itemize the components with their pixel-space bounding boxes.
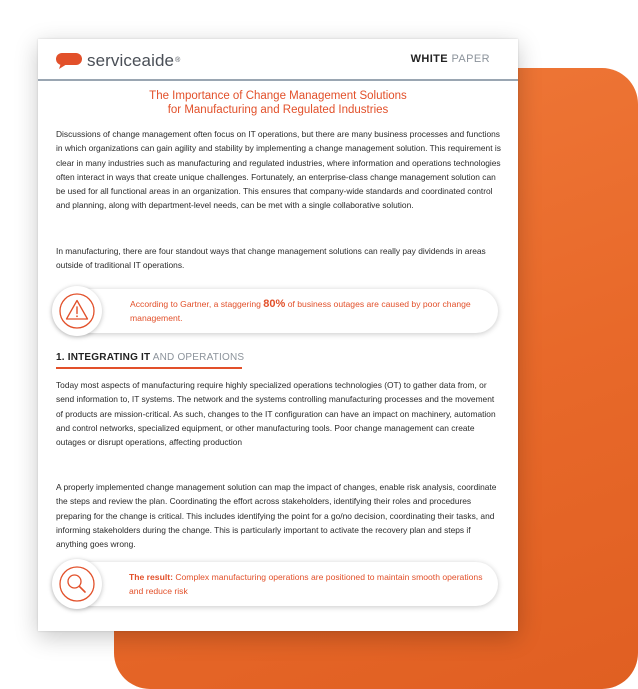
magnifier-icon bbox=[52, 559, 102, 609]
section-heading-light: AND OPERATIONS bbox=[150, 352, 245, 363]
document-type-strong: WHITE bbox=[410, 53, 449, 65]
page-header bbox=[38, 39, 518, 81]
gartner-text-before: According to Gartner, a staggering bbox=[130, 299, 264, 309]
intro-paragraph: Discussions of change management often focus on IT operations, but there are many business processes and functions in which organizations can gain agility and stability by implementing a change management solution. This requirement is clear in many industries such as manufacturing and regulated industries, where information and operations technologies often interact in ways that create unique challenges. Fortunately, an enterprise-class change management solution can be used for all functional areas in an organization. This ensures that company-wide standards and coordinated control and planning, along with department-level needs, can be met with a single collaborative solution. bbox=[56, 129, 501, 211]
section-heading bbox=[56, 352, 244, 363]
gartner-callout-text bbox=[130, 298, 492, 325]
standout-paragraph: In manufacturing, there are four standout ways that change management solutions can really pay dividends in areas outside of traditional IT operations. bbox=[56, 246, 486, 271]
title-line-2: for Manufacturing and Regulated Industries bbox=[167, 104, 389, 116]
speech-bubble-icon bbox=[56, 53, 82, 69]
serviceaide-logo bbox=[56, 50, 180, 72]
result-callout bbox=[54, 562, 498, 606]
document-type-light: PAPER bbox=[451, 53, 490, 65]
document-title bbox=[38, 89, 518, 117]
document-type-label bbox=[411, 53, 490, 65]
registered-mark: ® bbox=[175, 56, 181, 64]
gartner-stat: 80% bbox=[263, 298, 286, 310]
section-heading-strong: 1. INTEGRATING IT bbox=[56, 352, 151, 363]
result-label: The result: bbox=[129, 572, 173, 582]
warning-triangle-icon bbox=[52, 286, 102, 336]
result-text: Complex manufacturing operations are positioned to maintain smooth operations and reduce risk bbox=[129, 572, 483, 596]
integrating-paragraph-2: A properly implemented change management solution can map the impact of changes, enable risk analysis, coordinate the steps and review the plan. Coordinating the effort across stakeholders, identifying their roles and procedures preparing for the change is critical. This includes identifying the point for a go/no decision, coordinating their tasks, and informing stakeholders during the change. This is particularly important to activate the recovery plan and steps if anything goes wrong. bbox=[56, 482, 497, 550]
white-paper-page bbox=[38, 39, 518, 631]
integrating-paragraph-1: Today most aspects of manufacturing require highly specialized operations technologies (OT) to gather data from, or send information to, IT systems. The network and the systems controlling manufacturing processes and the movement of products are mission-critical. As such, changes to the IT configuration can have an impact on machinery, automation and control networks, specialized equipment, or other manufacturing tools. Poor change management can create outages or disrupt operations, affecting production bbox=[56, 380, 496, 448]
gartner-callout bbox=[54, 289, 498, 333]
logo-wordmark: serviceaide bbox=[87, 51, 175, 70]
section-underline bbox=[56, 367, 242, 369]
result-callout-text bbox=[129, 571, 491, 598]
title-line-1: The Importance of Change Management Solutions bbox=[149, 90, 407, 102]
gartner-text-after: of business outages are caused by poor change management. bbox=[130, 299, 471, 323]
